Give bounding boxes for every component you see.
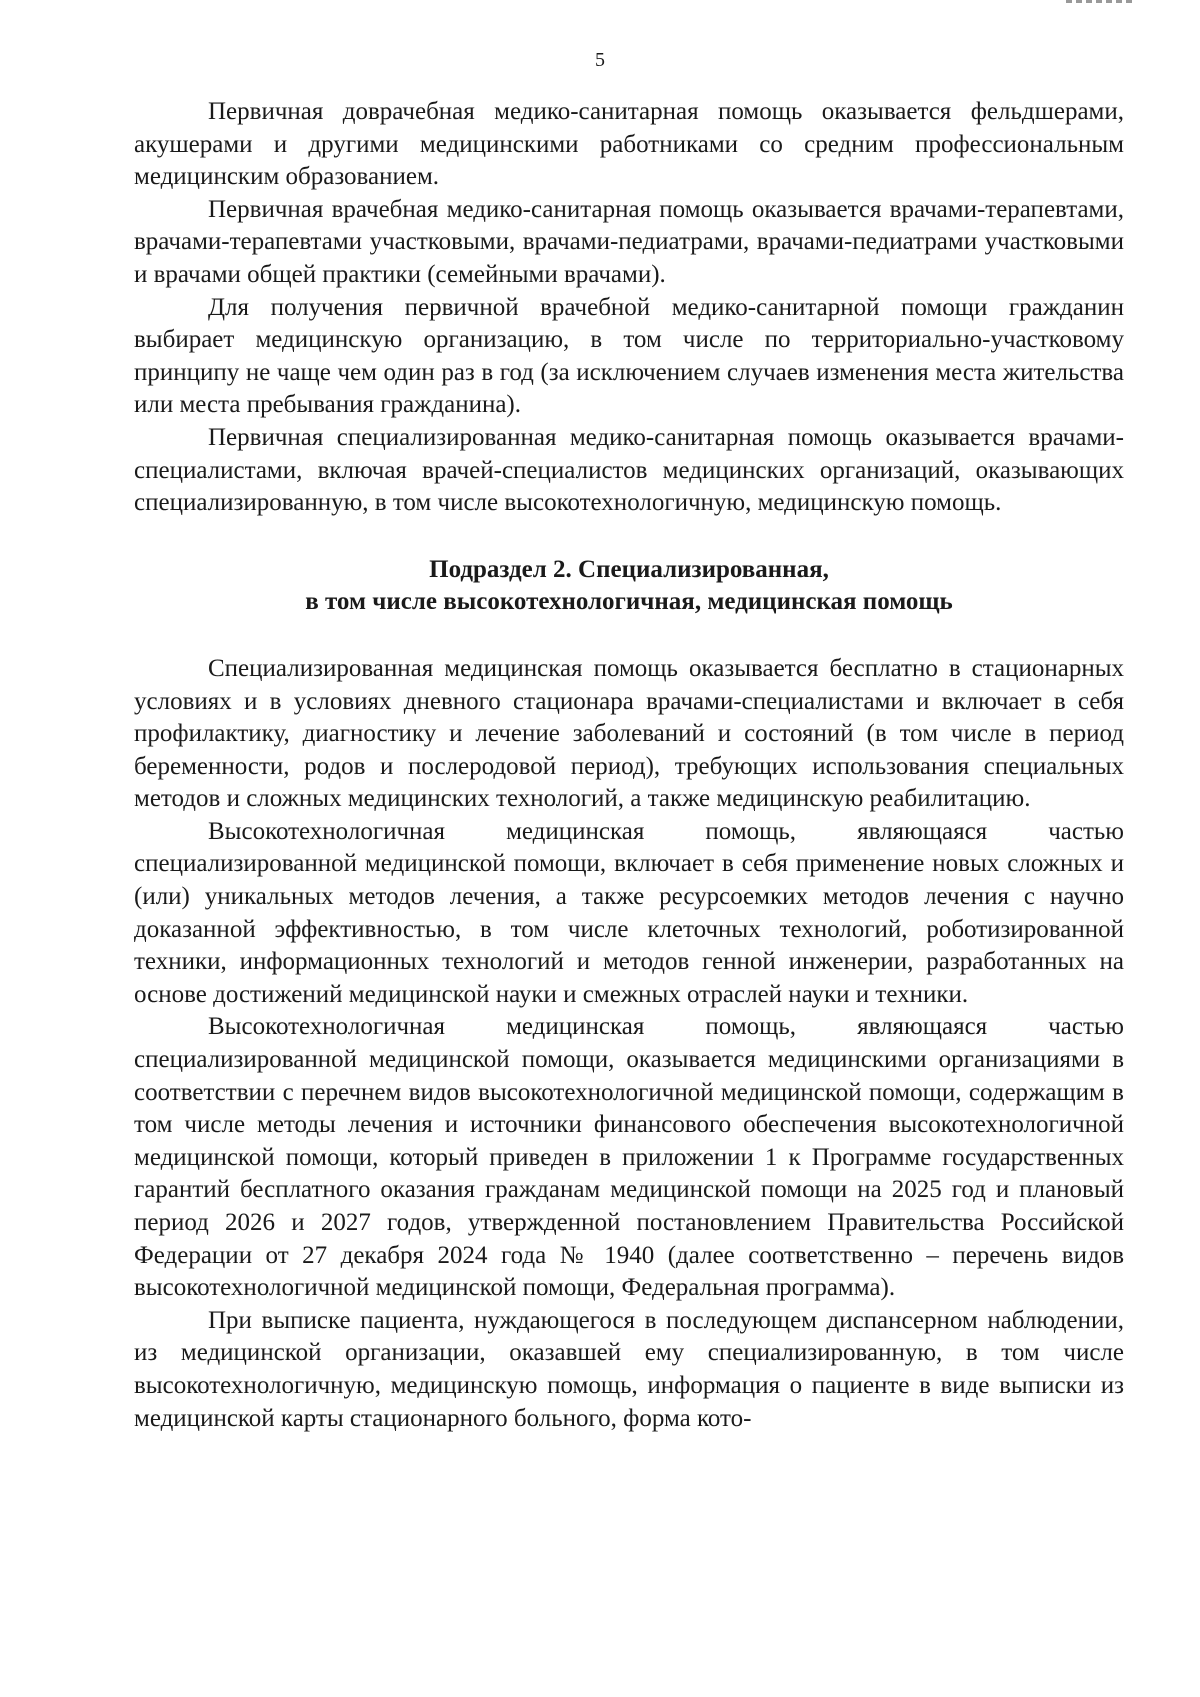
paragraph: Высокотехнологичная медицинская помощь, являющаяся частью специализированной медицинской помощи, включает в себя применение новых сложных и (или) уникальных методов лечения, а также ресурсоемких методов лечения с научно доказанной эффективностью, в том числе клеточных технологий, роботизированной техники, информационных технологий и методов генной инженерии, разработанных на основе достижений медицинской науки и смежных отраслей науки и техники. [134, 817, 1124, 1008]
page-number: 5 [595, 49, 605, 71]
subsection-title-line-2: в том числе высокотехнологичная, медицинская помощь [305, 588, 953, 616]
document-body [134, 96, 1124, 1435]
subsection-title-line-1: Подраздел 2. Специализированная, [429, 555, 829, 583]
paragraph: Первичная специализированная медико-санитарная помощь оказывается врачами-специалистами, включая врачей-специалистов медицинских организаций, оказывающих специализированную, в том числе высокотехнологичную, медицинскую помощь. [134, 423, 1124, 517]
scan-edge-mark [1066, 0, 1136, 3]
paragraph: Первичная доврачебная медико-санитарная помощь оказывается фельдшерами, акушерами и другими медицинскими работниками со средним профессиональным медицинским образованием. [134, 98, 1124, 191]
paragraph: Специализированная медицинская помощь оказывается бесплатно в стационарных условиях и в условиях дневного стационара врачами-специалистами и включает в себя профилактику, диагностику и лечение заболеваний и состояний (в том числе в период беременности, родов и послеродовой период), требующих использования специальных методов и сложных медицинских технологий, а также медицинскую реабилитацию. [134, 654, 1124, 813]
paragraph: Первичная врачебная медико-санитарная помощь оказывается врачами-терапевтами, врачами-терапевтами участковыми, врачами-педиатрами, врачами-педиатрами участковыми и врачами общей практики (семейными врачами). [134, 195, 1124, 288]
paragraph: При выписке пациента, нуждающегося в последующем диспансерном наблюдении, из медицинской организации, оказавшей ему специализированную, в том числе высокотехнологичную, медицинскую помощь, информация о пациенте в виде выписки из медицинской карты стационарного больного, форма кото- [134, 1306, 1124, 1432]
paragraph: Высокотехнологичная медицинская помощь, являющаяся частью специализированной медицинской помощи, оказывается медицинскими организациями в соответствии с перечнем видов высокотехнологичной медицинской помощи, содержащим в том числе методы лечения и источники финансового обеспечения высокотехнологичной медицинской помощи, который приведен в приложении 1 к Программе государственных гарантий бесплатного оказания гражданам медицинской помощи на 2025 год и плановый период 2026 и 2027 годов, утвержденной постановлением Правительства Российской Федерации от 27 декабря 2024 года № 1940 (далее соответственно – перечень видов высокотехнологичной медицинской помощи, Федеральная программа). [134, 1013, 1124, 1302]
paragraph: Для получения первичной врачебной медико-санитарной помощи гражданин выбирает медицинскую организацию, в том числе по территориально-участковому принципу не чаще чем один раз в год (за исключением случаев изменения места жительства или места пребывания гражданина). [134, 293, 1124, 419]
subsection-heading [134, 554, 1124, 619]
